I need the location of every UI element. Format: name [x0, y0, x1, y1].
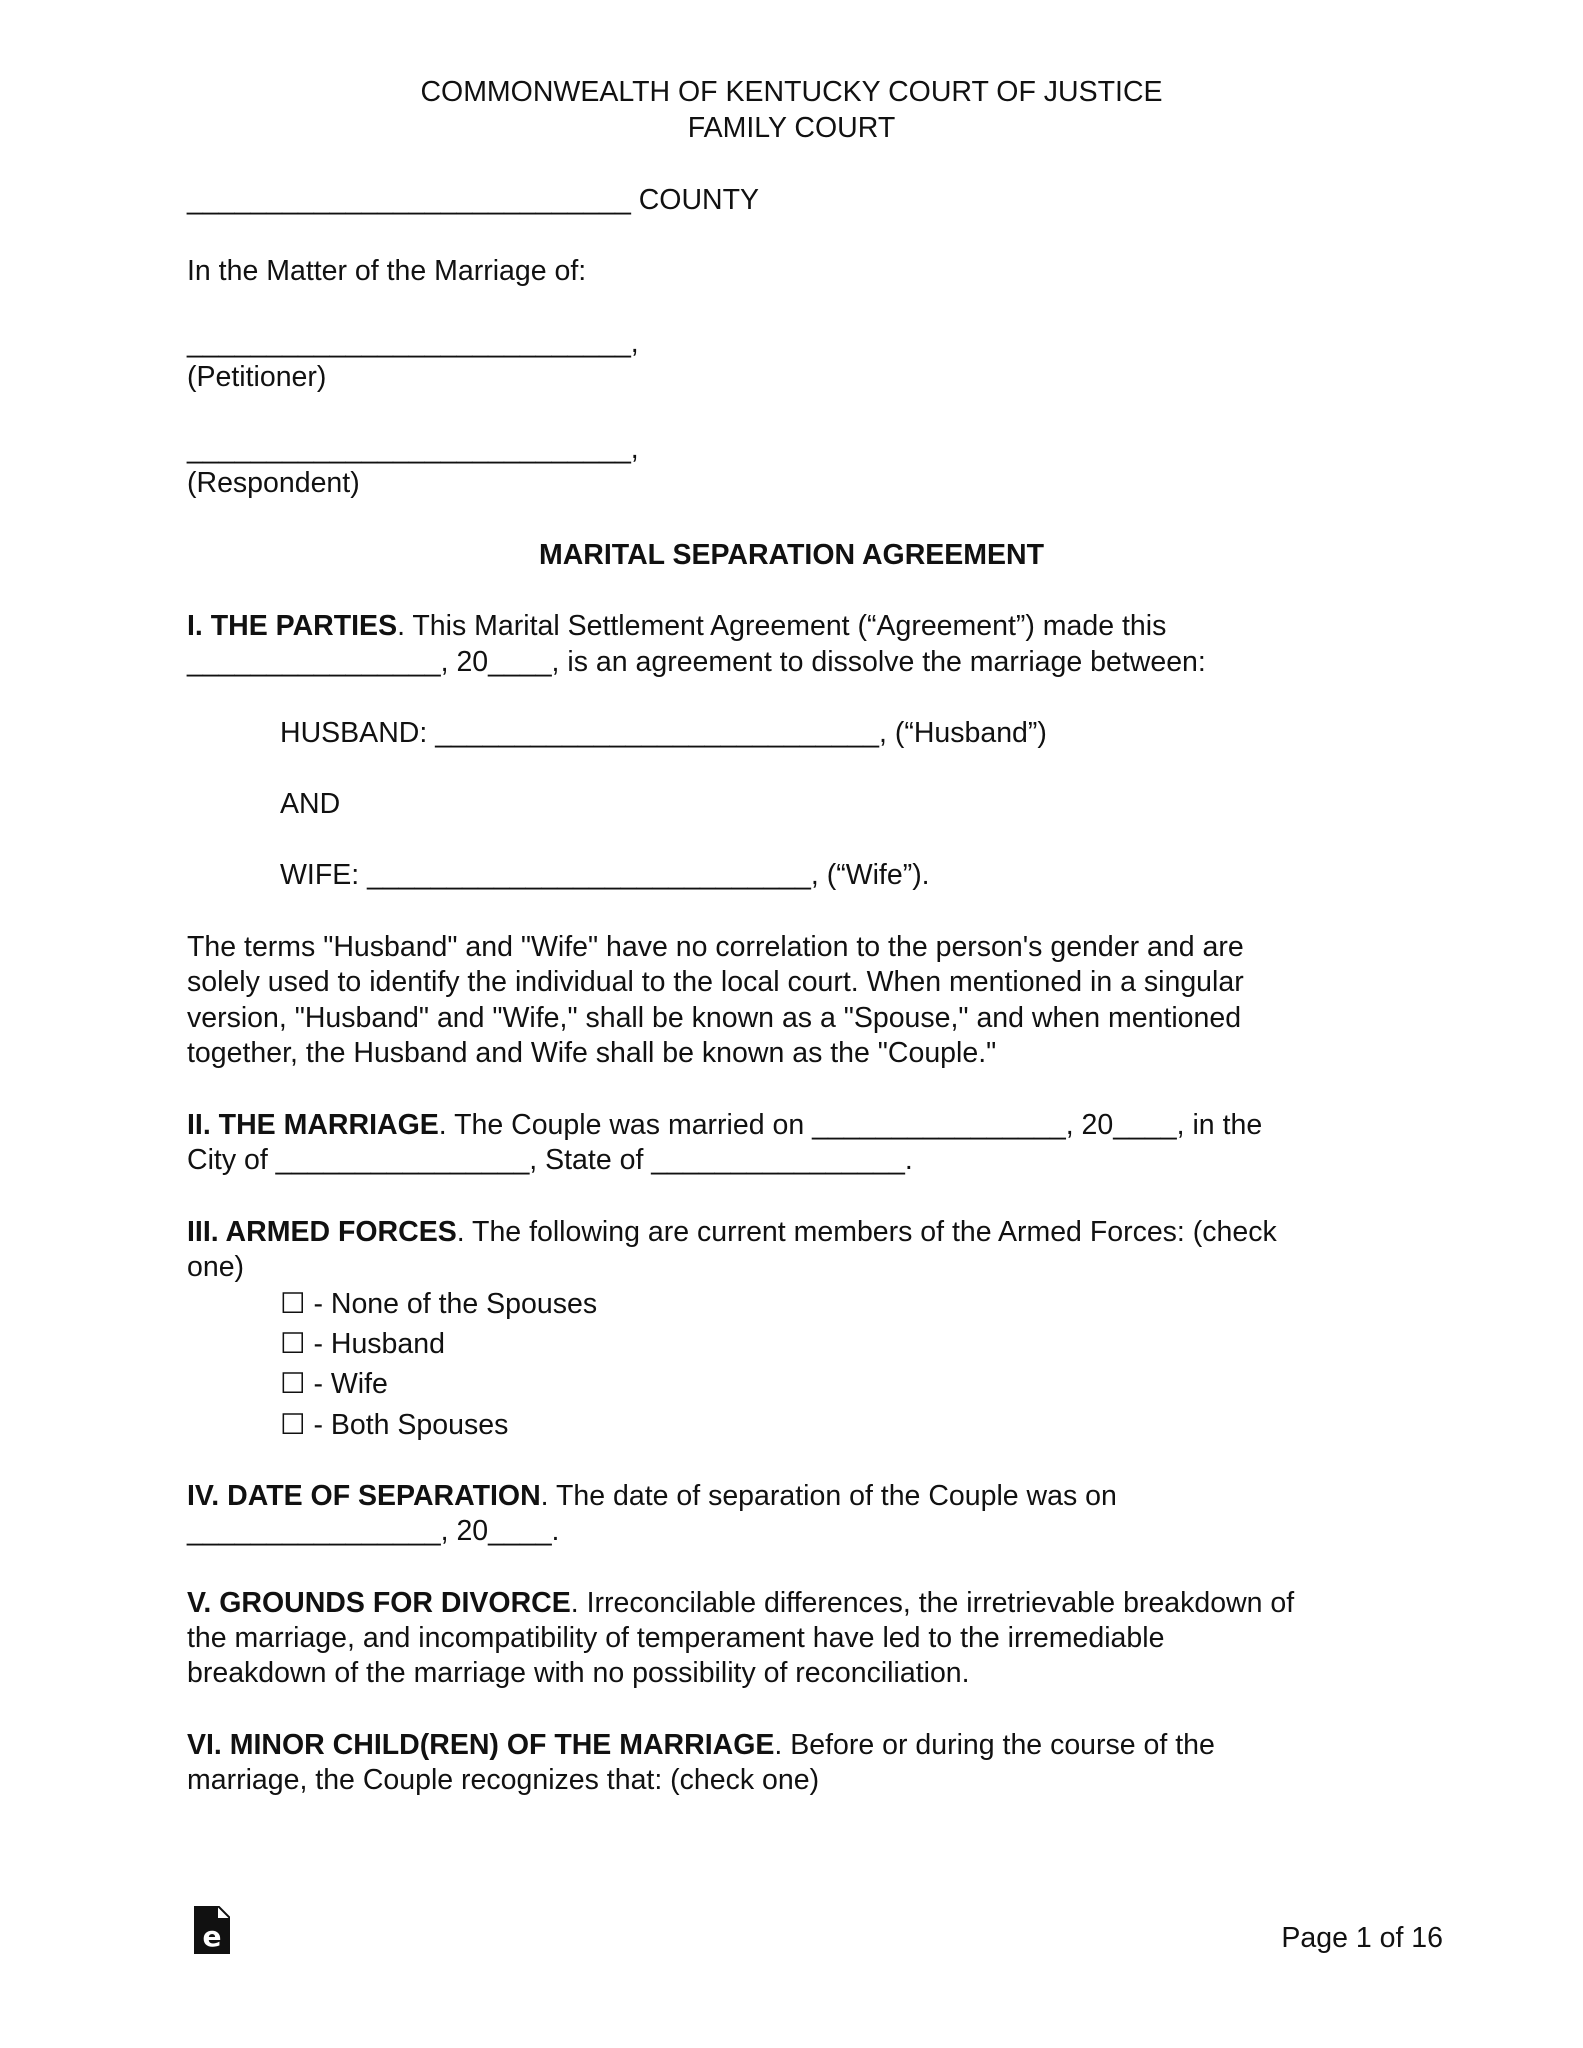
respondent-blank: ____________________________,: [187, 433, 639, 465]
grounds-line3: breakdown of the marriage with no possibility of reconciliation.: [187, 1657, 970, 1689]
armed-forces-option[interactable]: ☐ - Wife: [280, 1368, 388, 1400]
children-line1-text: . Before or during the course of the: [774, 1729, 1215, 1761]
court-header-line1: COMMONWEALTH OF KENTUCKY COURT OF JUSTICE: [420, 76, 1163, 108]
separation-line2: ________________, 20____.: [187, 1515, 560, 1547]
parties-line1-text: . This Marital Settlement Agreement (“Agreement”) made this: [397, 610, 1167, 642]
armed-forces-option[interactable]: ☐ - Both Spouses: [280, 1409, 509, 1441]
terms-line: version, "Husband" and "Wife," shall be known as a "Spouse," and when mentioned: [187, 1002, 1242, 1034]
county-line: ____________________________ COUNTY: [187, 184, 760, 216]
petitioner-blank: ____________________________,: [187, 327, 639, 359]
grounds-line1-text: . Irreconcilable differences, the irretrievable breakdown of: [570, 1587, 1295, 1619]
document-e-logo-icon: [194, 1906, 230, 1954]
petitioner-label: (Petitioner): [187, 361, 327, 393]
parties-line1: [187, 608, 1166, 644]
respondent-label: (Respondent): [187, 467, 360, 499]
separation-heading: IV. DATE OF SEPARATION: [187, 1480, 541, 1512]
page-number: Page 1 of 16: [1281, 1922, 1443, 1954]
separation-line1-text: . The date of separation of the Couple was on: [540, 1480, 1117, 1512]
armed-forces-line1-text: . The following are current members of the Armed Forces: (check: [456, 1216, 1277, 1248]
document-title: MARITAL SEPARATION AGREEMENT: [538, 539, 1045, 571]
separation-line1: [187, 1478, 1117, 1514]
marriage-line1: [187, 1107, 1262, 1143]
marriage-line1-text: . The Couple was married on ________________, 20____, in the: [438, 1109, 1263, 1141]
marriage-heading: II. THE MARRIAGE: [187, 1109, 439, 1141]
children-line2: marriage, the Couple recognizes that: (check one): [187, 1764, 820, 1796]
terms-line: The terms "Husband" and "Wife" have no correlation to the person's gender and are: [187, 931, 1244, 963]
grounds-line1: [187, 1585, 1294, 1621]
and-line: AND: [280, 788, 341, 820]
armed-forces-line1: [187, 1214, 1277, 1250]
armed-forces-option[interactable]: ☐ - Husband: [280, 1328, 445, 1360]
children-line1: [187, 1727, 1215, 1763]
parties-line2: ________________, 20____, is an agreement to dissolve the marriage between:: [187, 646, 1206, 678]
matter-intro: In the Matter of the Marriage of:: [187, 255, 587, 287]
wife-line: WIFE: ____________________________, (“Wife”).: [280, 859, 930, 891]
parties-heading: I. THE PARTIES: [187, 610, 398, 642]
svg-text:e: e: [202, 1920, 222, 1953]
court-header-line2: FAMILY COURT: [687, 112, 896, 144]
husband-line: HUSBAND: ____________________________, (“Husband”): [280, 717, 1047, 749]
grounds-heading: V. GROUNDS FOR DIVORCE: [187, 1587, 571, 1619]
armed-forces-option[interactable]: ☐ - None of the Spouses: [280, 1288, 598, 1320]
marriage-line2: City of ________________, State of ________________.: [187, 1144, 913, 1176]
grounds-line2: the marriage, and incompatibility of temperament have led to the irremediable: [187, 1622, 1165, 1654]
terms-line: solely used to identify the individual to the local court. When mentioned in a singular: [187, 966, 1244, 998]
armed-forces-heading: III. ARMED FORCES: [187, 1216, 457, 1248]
children-heading: VI. MINOR CHILD(REN) OF THE MARRIAGE: [187, 1729, 775, 1761]
armed-forces-line2: one): [187, 1251, 245, 1283]
terms-line: together, the Husband and Wife shall be known as the "Couple.": [187, 1037, 997, 1069]
